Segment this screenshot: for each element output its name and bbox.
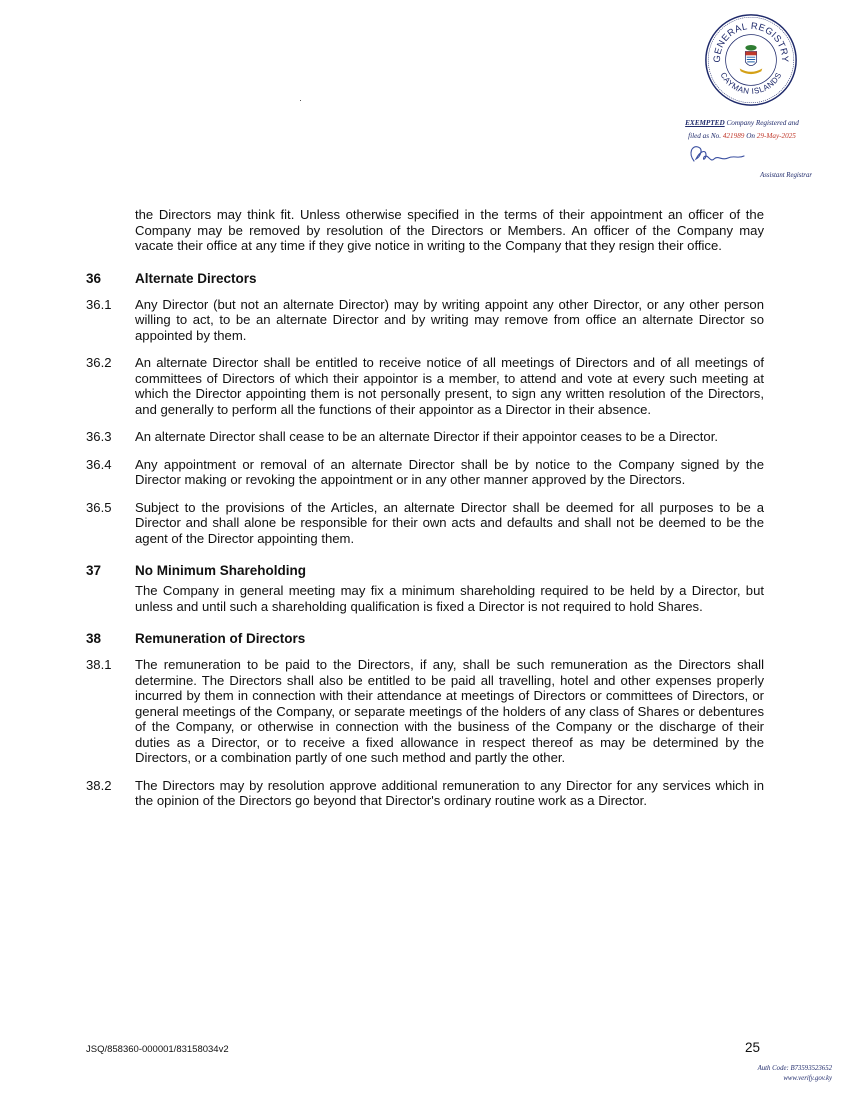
clause-38-2: [86, 778, 764, 809]
clause-36-2: [86, 355, 764, 417]
verify-url: www.verify.gov.ky: [783, 1075, 832, 1082]
seal-top-text: GENERAL REGISTRY: [710, 19, 792, 63]
clause-text: The remuneration to be paid to the Directors, if any, shall be such remuneration as the Directors shall determine. The Directors shall also be entitled to be paid all travelling, hotel and other expenses properly incurred by them in connection with their attendance at meetings of Directors or committees of Directors, or general meetings of the Company, or separate meetings of the holders of any class of Shares or debentures of the Company, or otherwise in connection with the business of the Company or the discharge of their duties as a Director, or to receive a fixed allowance in respect thereof as may be determined by the Directors, or a combination partly of one such method and partly the other.: [135, 657, 764, 765]
continuation-paragraph: the Directors may think fit. Unless otherwise specified in the terms of their appointment an officer of the Company may be removed by resolution of the Directors or Members. An officer of the Company may vacate their office at any time if they give notice in writing to the Company that they resign their office.: [135, 207, 764, 253]
clause-number: 36.5: [86, 499, 112, 515]
clause-text: Any Director (but not an alternate Director) may by writing appoint any other Director, or any other person willing to act, to be an alternate Director and by writing may remove from office an alternate Director so appointed by them.: [135, 296, 764, 343]
registrar-signature-icon: [684, 143, 746, 167]
filed-prefix: filed as No.: [688, 131, 722, 140]
clause-text: An alternate Director shall cease to be an alternate Director if their appointor ceases to be a Director.: [135, 429, 718, 444]
section-37-heading: [86, 563, 764, 579]
on-label: On: [746, 131, 755, 140]
section-36-heading: [86, 271, 764, 287]
clause-number: 38.2: [86, 777, 112, 793]
clause-36-3: [86, 429, 764, 445]
section-title: Remuneration of Directors: [135, 631, 306, 646]
document-reference: JSQ/858360-000001/83158034v2: [86, 1044, 229, 1055]
company-number: 421989: [722, 131, 745, 140]
clause-number: 38.1: [86, 657, 112, 672]
auth-code: Auth Code: B73593523652: [757, 1065, 832, 1072]
section-number: 37: [86, 563, 102, 578]
section-37-paragraph: The Company in general meeting may fix a minimum shareholding required to be held by a Director, but unless and until such a shareholding qualification is fixed a Director is not required to hold Shares.: [135, 583, 764, 614]
clause-36-5: [86, 500, 764, 547]
clause-38-1: [86, 657, 764, 766]
registered-label: Company Registered and: [726, 119, 799, 127]
document-body: [86, 207, 764, 809]
clause-text: The Directors may by resolution approve additional remuneration to any Director for any services which in the opinion of the Directors go beyond that Director's ordinary routine work as a Director.: [135, 777, 764, 808]
clause-number: 36.4: [86, 456, 112, 472]
exempted-label: EXEMPTED: [685, 119, 725, 127]
coat-of-arms-icon: [740, 45, 763, 74]
registration-stamp-text: [662, 117, 822, 142]
assistant-registrar-label: Assistant Registrar: [760, 172, 812, 179]
section-title: No Minimum Shareholding: [135, 563, 306, 578]
scan-speck: [300, 100, 301, 101]
section-title: Alternate Directors: [135, 270, 257, 286]
section-38-heading: [86, 631, 764, 647]
clause-text: Subject to the provisions of the Articles, an alternate Director shall be deemed for all purposes to be a Director and shall alone be responsible for their own acts and defaults and shall not be deemed to be the agent of the Director appointing them.: [135, 499, 764, 546]
clause-36-4: [86, 457, 764, 488]
svg-text:CAYMAN ISLANDS: [718, 71, 783, 96]
seal-bottom-text: CAYMAN ISLANDS: [718, 70, 784, 96]
cayman-registry-seal-icon: [704, 13, 798, 107]
clause-text: Any appointment or removal of an alternate Director shall be by notice to the Company signed by the Director making or revoking the appointment or in any other manner approved by the Directors.: [135, 456, 764, 487]
section-number: 36: [86, 270, 102, 286]
stamp-line-2: [662, 130, 822, 143]
stamp-line-1: [662, 117, 822, 130]
page-number: 25: [745, 1040, 761, 1055]
clause-text: An alternate Director shall be entitled to receive notice of all meetings of Directors and of all meetings of committees of Directors of which their appointor is a member, to attend and vote at every such meeting at which the Director appointing them is not personally present, to sign any written resolution of the Directors, and generally to perform all the functions of their appointor as a Director in their absence.: [135, 355, 764, 417]
clause-36-1: [86, 297, 764, 344]
filed-date: 29-May-2025: [756, 131, 796, 140]
section-number: 38: [86, 631, 102, 646]
auth-code-block: [660, 1064, 832, 1084]
clause-number: 36.2: [86, 355, 112, 370]
clause-number: 36.3: [86, 429, 112, 444]
clause-number: 36.1: [86, 296, 112, 312]
